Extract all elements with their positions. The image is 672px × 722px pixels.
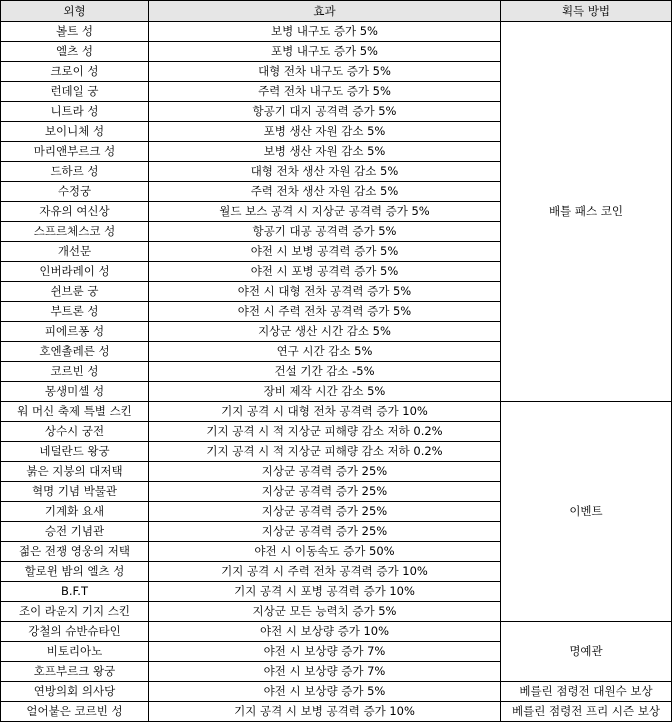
appearance-cell: 붉은 지붕의 대저택 <box>1 462 149 482</box>
appearance-cell: 얼어붙은 코르빈 성 <box>1 702 149 722</box>
appearance-cell: 쉰브룬 궁 <box>1 282 149 302</box>
appearance-cell: 피에르퐁 성 <box>1 322 149 342</box>
effect-cell: 보병 내구도 증가 5% <box>149 22 501 42</box>
effect-cell: 야전 시 보상량 증가 7% <box>149 642 501 662</box>
method-cell: 이벤트 <box>501 402 672 622</box>
effect-cell: 야전 시 보상량 증가 7% <box>149 662 501 682</box>
appearance-cell: 상수시 궁전 <box>1 422 149 442</box>
effect-cell: 대형 전차 생산 자원 감소 5% <box>149 162 501 182</box>
appearance-cell: 스프르체스코 성 <box>1 222 149 242</box>
table-row <box>1 682 672 702</box>
method-cell: 명예관 <box>501 622 672 682</box>
effect-cell: 지상군 모든 능력치 증가 5% <box>149 602 501 622</box>
effect-cell: 야전 시 보상량 증가 10% <box>149 622 501 642</box>
effect-cell: 건설 기간 감소 -5% <box>149 362 501 382</box>
appearance-cell: 개선문 <box>1 242 149 262</box>
appearance-cell: 크로이 성 <box>1 62 149 82</box>
appearance-cell: 몽생미셸 성 <box>1 382 149 402</box>
effect-cell: 포병 내구도 증가 5% <box>149 42 501 62</box>
appearance-cell: 보이니체 성 <box>1 122 149 142</box>
appearance-cell: 마리앤부르크 성 <box>1 142 149 162</box>
effect-cell: 야전 시 주력 전차 공격력 증가 5% <box>149 302 501 322</box>
appearance-cell: 연방의회 의사당 <box>1 682 149 702</box>
effect-cell: 야전 시 이동속도 증가 50% <box>149 542 501 562</box>
effect-cell: 기지 공격 시 적 지상군 피해량 감소 저하 0.2% <box>149 442 501 462</box>
appearance-cell: B.F.T <box>1 582 149 602</box>
header-method: 획득 방법 <box>501 1 672 22</box>
effect-cell: 지상군 생산 시간 감소 5% <box>149 322 501 342</box>
method-cell: 베를린 점령전 대원수 보상 <box>501 682 672 702</box>
effect-cell: 월드 보스 공격 시 지상군 공격력 증가 5% <box>149 202 501 222</box>
effect-cell: 지상군 공격력 증가 25% <box>149 522 501 542</box>
effect-cell: 주력 전차 내구도 증가 5% <box>149 82 501 102</box>
effect-cell: 보병 생산 자원 감소 5% <box>149 142 501 162</box>
appearance-cell: 인버라레이 성 <box>1 262 149 282</box>
appearance-cell: 엘츠 성 <box>1 42 149 62</box>
effect-cell: 포병 생산 자원 감소 5% <box>149 122 501 142</box>
appearance-cell: 혁명 기념 박물관 <box>1 482 149 502</box>
effect-cell: 주력 전차 생산 자원 감소 5% <box>149 182 501 202</box>
table-row <box>1 702 672 722</box>
appearance-cell: 코르빈 성 <box>1 362 149 382</box>
appearance-cell: 드하르 성 <box>1 162 149 182</box>
appearance-cell: 호엔촐레른 성 <box>1 342 149 362</box>
effect-cell: 기지 공격 시 대형 전차 공격력 증가 10% <box>149 402 501 422</box>
effect-cell: 기지 공격 시 보병 공격력 증가 10% <box>149 702 501 722</box>
appearance-cell: 자유의 여신상 <box>1 202 149 222</box>
effect-cell: 지상군 공격력 증가 25% <box>149 462 501 482</box>
appearance-cell: 비토리아노 <box>1 642 149 662</box>
effect-cell: 야전 시 보상량 증가 5% <box>149 682 501 702</box>
appearance-cell: 런데일 궁 <box>1 82 149 102</box>
effect-cell: 연구 시간 감소 5% <box>149 342 501 362</box>
appearance-cell: 호프부르크 왕궁 <box>1 662 149 682</box>
effect-cell: 지상군 공격력 증가 25% <box>149 482 501 502</box>
appearance-cell: 조이 라운지 기지 스킨 <box>1 602 149 622</box>
table-row <box>1 22 672 42</box>
appearance-cell: 니트라 성 <box>1 102 149 122</box>
appearance-cell: 강철의 슈반슈타인 <box>1 622 149 642</box>
appearance-cell: 할로윈 밤의 엘츠 성 <box>1 562 149 582</box>
appearance-cell: 워 머신 축제 특별 스킨 <box>1 402 149 422</box>
method-cell: 배틀 패스 코인 <box>501 22 672 402</box>
table-row <box>1 402 672 422</box>
effect-cell: 장비 제작 시간 감소 5% <box>149 382 501 402</box>
method-cell: 베를린 점령전 프리 시즌 보상 <box>501 702 672 722</box>
effect-cell: 기지 공격 시 적 지상군 피해량 감소 저하 0.2% <box>149 422 501 442</box>
effect-cell: 야전 시 포병 공격력 증가 5% <box>149 262 501 282</box>
appearance-cell: 승전 기념관 <box>1 522 149 542</box>
appearance-cell: 젊은 전쟁 영웅의 저택 <box>1 542 149 562</box>
appearance-cell: 네덜란드 왕궁 <box>1 442 149 462</box>
header-appearance: 외형 <box>1 1 149 22</box>
effect-cell: 야전 시 보병 공격력 증가 5% <box>149 242 501 262</box>
appearance-cell: 기계화 요새 <box>1 502 149 522</box>
appearance-cell: 부트론 성 <box>1 302 149 322</box>
effect-cell: 항공기 대지 공격력 증가 5% <box>149 102 501 122</box>
effect-cell: 지상군 공격력 증가 25% <box>149 502 501 522</box>
effect-cell: 야전 시 대형 전차 공격력 증가 5% <box>149 282 501 302</box>
table-row <box>1 622 672 642</box>
appearance-cell: 볼트 성 <box>1 22 149 42</box>
header-effect: 효과 <box>149 1 501 22</box>
effect-cell: 기지 공격 시 포병 공격력 증가 10% <box>149 582 501 602</box>
header-row <box>1 1 672 22</box>
table-body <box>1 22 672 722</box>
appearance-cell: 수정궁 <box>1 182 149 202</box>
effect-cell: 기지 공격 시 주력 전차 공격력 증가 10% <box>149 562 501 582</box>
effect-cell: 대형 전차 내구도 증가 5% <box>149 62 501 82</box>
effect-cell: 항공기 대공 공격력 증가 5% <box>149 222 501 242</box>
